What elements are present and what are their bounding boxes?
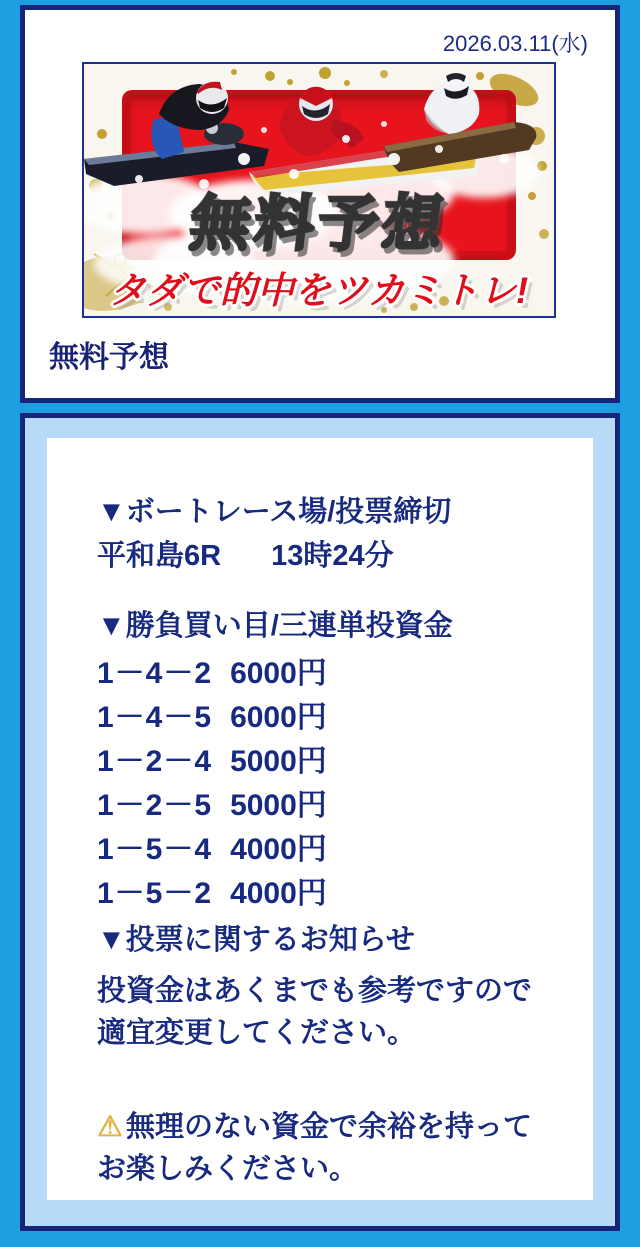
- bet-row: [97, 872, 555, 916]
- promo-banner[interactable]: [82, 62, 556, 318]
- page-title: 無料予想: [49, 341, 169, 374]
- bet-combination: 1－2－5: [97, 789, 213, 822]
- bet-combination: 1－2－4: [97, 745, 213, 778]
- bet-stake: 6000円: [230, 701, 327, 734]
- venue-race: 平和島6R: [97, 540, 222, 572]
- bet-row: [97, 784, 555, 828]
- date-label: 2026.03.11(水): [442, 31, 588, 56]
- bet-combination: 1－5－4: [97, 833, 213, 866]
- warning-icon: ⚠: [97, 1111, 123, 1143]
- bet-combination: 1－5－2: [97, 877, 213, 910]
- free-prediction-card: [20, 5, 620, 403]
- page: [0, 5, 640, 1231]
- warning-text: 無理のない資金で余裕を持ってお楽しみください。: [97, 1111, 533, 1185]
- bet-combination: 1－4－5: [97, 701, 213, 734]
- bet-row: [97, 696, 555, 740]
- venue-section-heading: ▼ボートレース場/投票締切: [97, 496, 452, 528]
- bet-row: [97, 740, 555, 784]
- bets-section-heading: ▼勝負買い目/三連単投資金: [97, 610, 453, 642]
- race-line: [97, 540, 555, 572]
- warning-line: [97, 1106, 555, 1190]
- banner-title: 無料予想: [185, 190, 451, 257]
- bet-list: [97, 652, 555, 916]
- bet-stake: 4000円: [230, 877, 327, 910]
- banner-title-wrap: [82, 176, 556, 262]
- bet-combination: 1－4－2: [97, 657, 213, 690]
- deadline-time: 13時24分: [271, 540, 394, 572]
- bet-stake: 4000円: [230, 833, 327, 866]
- bet-stake: 5000円: [230, 745, 327, 778]
- bet-stake: 5000円: [230, 789, 327, 822]
- prediction-info-card: [20, 413, 620, 1231]
- bet-row: [97, 652, 555, 696]
- banner-tagline: タダで的中をツカミトレ!: [108, 270, 529, 311]
- notice-body: 投資金はあくまでも参考ですので適宜変更してください。: [97, 975, 533, 1049]
- bet-stake: 6000円: [230, 657, 327, 690]
- notice-section-heading: ▼投票に関するお知らせ: [97, 924, 415, 956]
- bet-row: [97, 828, 555, 872]
- prediction-info-panel: [47, 438, 593, 1200]
